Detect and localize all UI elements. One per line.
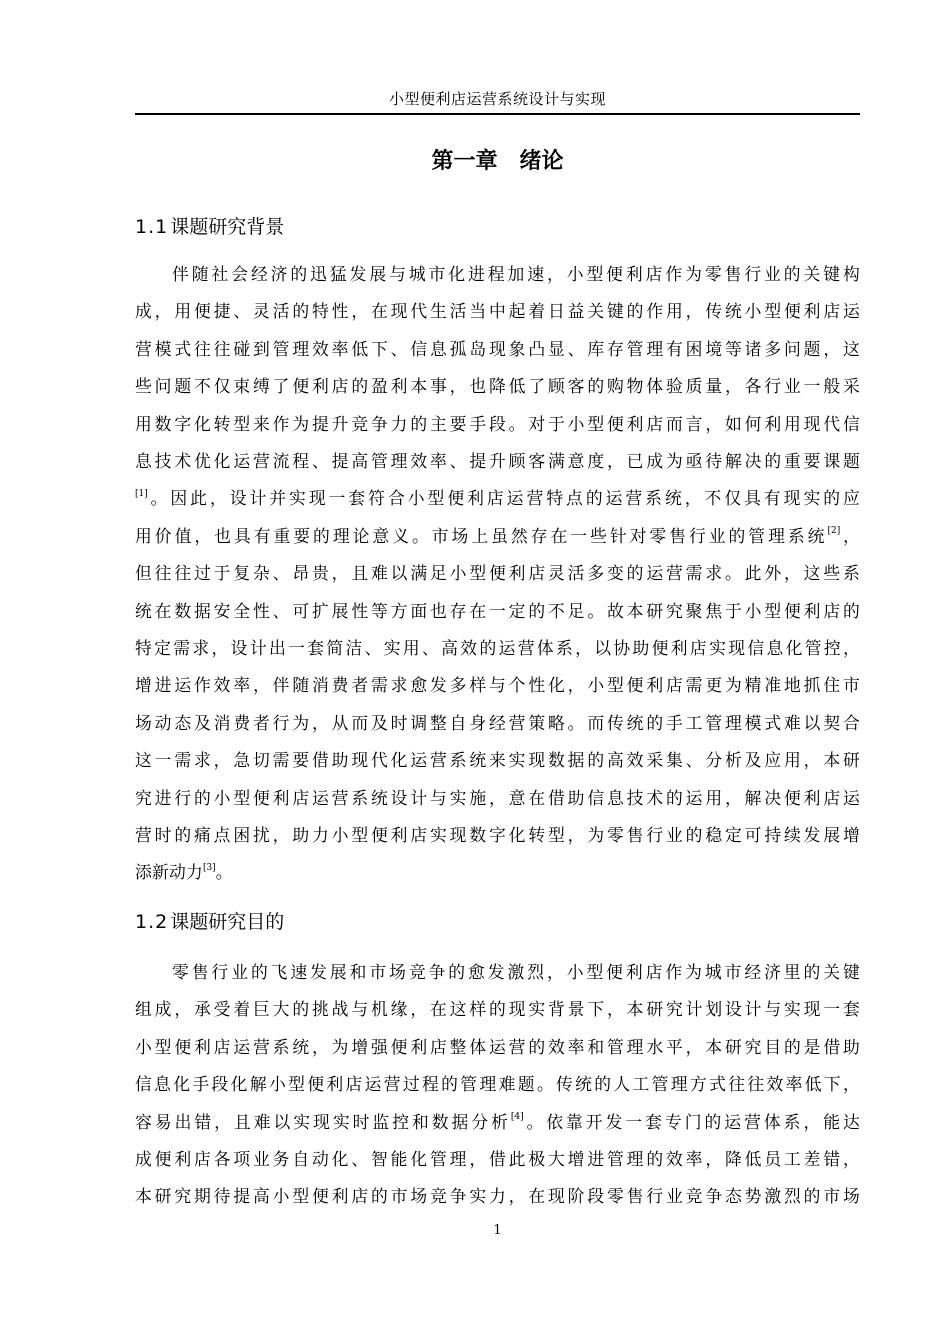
text-line: 成，用便捷、灵活的特性，在现代生活当中起着日益关键的作用，传统小型便利店运 <box>135 301 860 322</box>
text-line: 成便利店各项业务自动化、智能化管理，借此极大增进管理的效率，降低员工差错， <box>135 1149 860 1169</box>
text-line: 但往往过于复杂、昂贵，且难以满足小型便利店灵活多变的运营需求。此外，这些系 <box>135 563 860 584</box>
citation-4: [4] <box>510 1112 524 1122</box>
citation-2: [2] <box>827 526 841 537</box>
text-line: 本研究期待提高小型便利店的市场竞争实力，在现阶段零售行业竞争态势激烈的市场 <box>135 1186 860 1207</box>
section-heading-1-1 <box>135 213 284 241</box>
text-line <box>135 522 860 550</box>
page-number: 1 <box>493 1223 502 1238</box>
text-span: 。因此，设计并实现一套符合小型便利店运营特点的运营系统，不仅具有现实的应 <box>147 488 860 509</box>
text-line: 营模式往往碰到管理效率低下、信息孤岛现象凸显、库存管理有困境等诸多问题，这 <box>135 338 860 359</box>
text-span: 。依靠开发一套专门的运营体系，能达 <box>523 1111 860 1132</box>
text-line: 息技术优化运营流程、提高管理效率、提升顾客满意度，已成为亟待解决的重要课题 <box>135 451 860 471</box>
section-title: 课题研究目的 <box>170 911 285 933</box>
text-line: 信息化手段化解小型便利店运营过程的管理难题。传统的人工管理方式往往效率低下， <box>135 1074 860 1095</box>
text-span: 。 <box>215 862 233 883</box>
section-heading-1-2 <box>135 908 284 936</box>
citation-1: [1] <box>135 488 148 499</box>
text-line: 特定需求，设计出一套简洁、实用、高效的运营体系，以协助便利店实现信息化管控， <box>135 638 860 658</box>
text-line: 增进运作效率，伴随消费者需求愈发多样与个性化，小型便利店需更为精准地抓住市 <box>135 675 860 696</box>
section-number: 1.2 <box>135 911 169 933</box>
text-span: ， <box>840 525 860 546</box>
header-rule <box>135 113 860 115</box>
text-span: 用价值，也具有重要的理论意义。市场上虽然存在一些针对零售行业的管理系统 <box>135 525 828 546</box>
text-line: 这一需求，急切需要借助现代化运营系统来实现数据的高效采集、分析及应用，本研 <box>135 750 860 771</box>
text-line: 组成，承受着巨大的挑战与机缘，在这样的现实背景下，本研究计划设计与实现一套 <box>135 999 860 1020</box>
section-title: 课题研究背景 <box>170 216 285 238</box>
running-header: 小型便利店运营系统设计与实现 <box>388 90 606 108</box>
text-line: 究进行的小型便利店运营系统设计与实施，意在借助信息技术的运用，解决便利店运 <box>135 787 860 808</box>
text-line <box>135 1108 860 1136</box>
text-line: 零售行业的飞速发展和市场竞争的愈发激烈，小型便利店作为城市经济里的关键 <box>172 962 860 982</box>
text-line <box>135 484 860 512</box>
text-line <box>135 858 860 886</box>
text-line: 伴随社会经济的迅猛发展与城市化进程加速，小型便利店作为零售行业的关键构 <box>172 264 860 284</box>
chapter-title: 第一章 绪论 <box>431 149 564 174</box>
text-line: 统在数据安全性、可扩展性等方面也存在一定的不足。故本研究聚焦于小型便利店的 <box>135 600 860 621</box>
text-line: 小型便利店运营系统，为增强便利店整体运营的效率和管理水平，本研究目的是借助 <box>135 1036 860 1057</box>
text-line: 用数字化转型来作为提升竞争力的主要手段。对于小型便利店而言，如何利用现代信 <box>135 413 860 434</box>
text-span: 添新动力 <box>135 862 203 883</box>
citation-3: [3] <box>202 862 216 873</box>
text-line: 些问题不仅束缚了便利店的盈利本事，也降低了顾客的购物体验质量，各行业一般采 <box>135 376 860 397</box>
text-span: 容易出错，且难以实现实时监控和数据分析 <box>135 1111 511 1132</box>
text-line: 场动态及消费者行为，从而及时调整自身经营策略。而传统的手工管理模式难以契合 <box>135 712 860 733</box>
section-number: 1.1 <box>135 216 169 238</box>
text-line: 营时的痛点困扰，助力小型便利店实现数字化转型，为零售行业的稳定可持续发展增 <box>135 825 860 845</box>
